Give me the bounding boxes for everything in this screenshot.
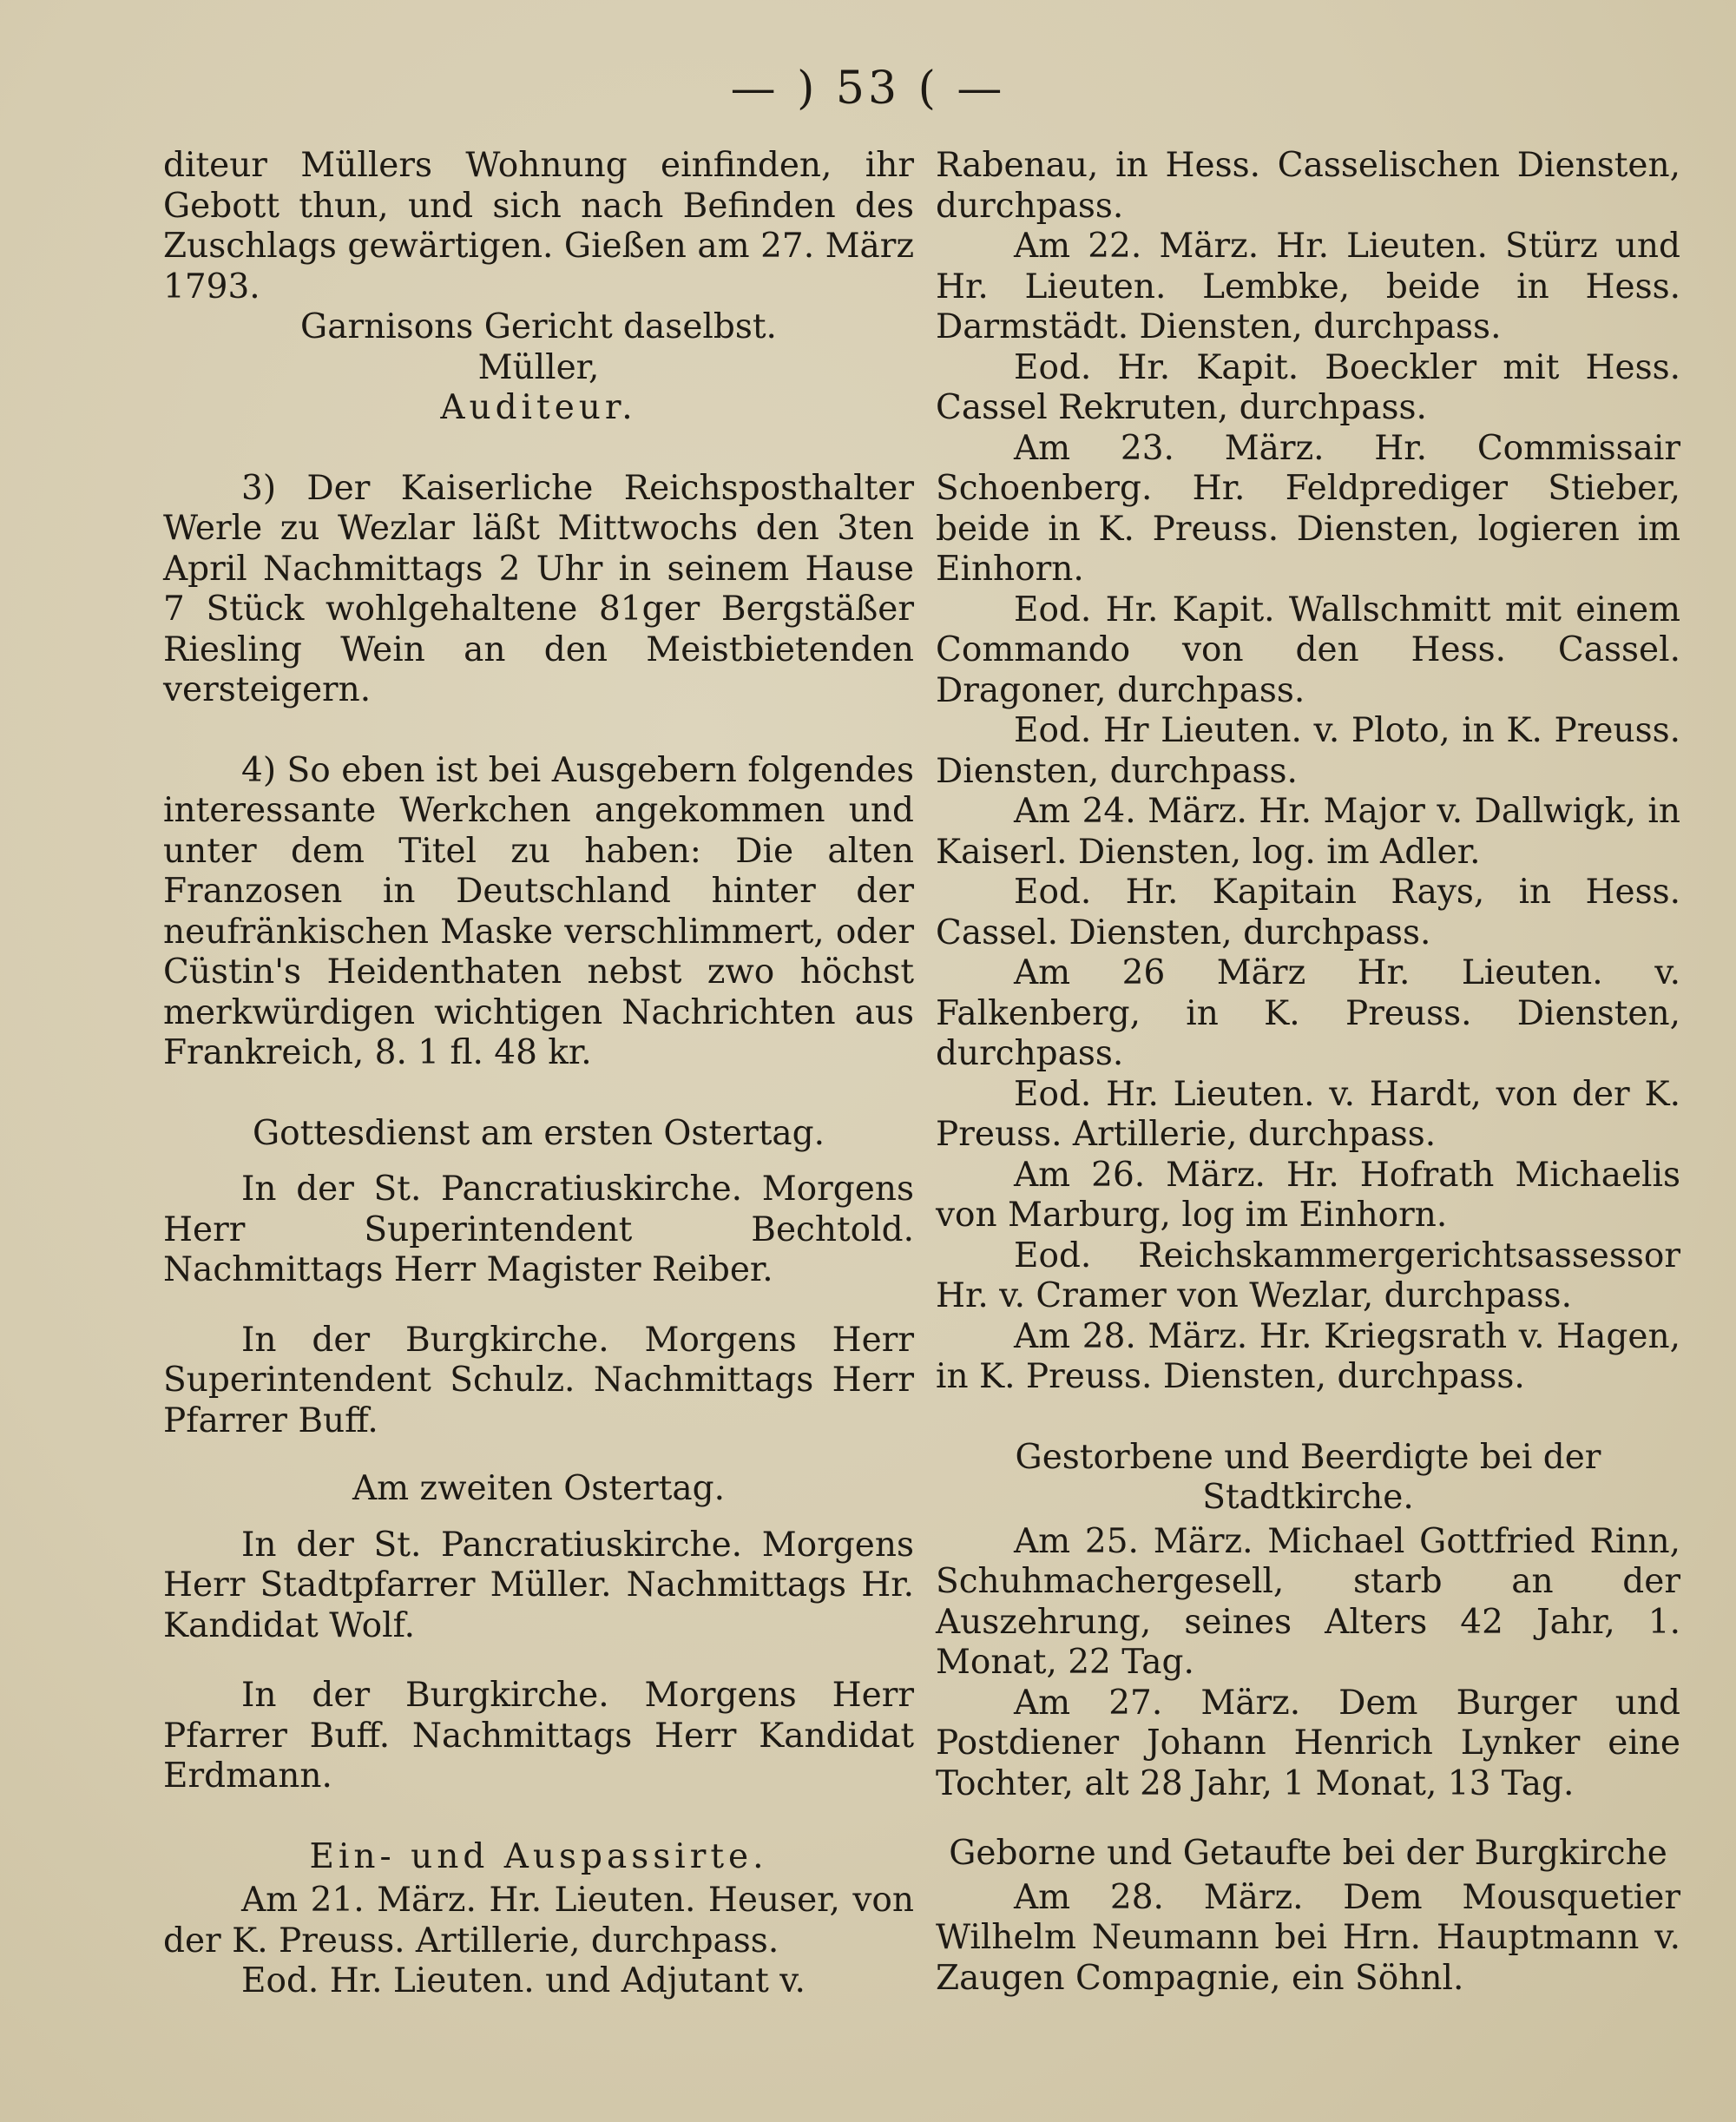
- heading-deceased: Gestorbene und Beerdigte bei der Stadtkirche.: [1015, 1437, 1601, 1517]
- traveller-entry: Eod. Hr. Kapit. Wallschmitt mit einem Commando von den Hess. Cassel. Dragoner, durchpass.: [936, 590, 1680, 710]
- page-number-header: — ) 53 ( —: [730, 63, 1006, 115]
- traveller-entry: Eod. Reichskammergerichtsassessor Hr. v. Cramer von Wezlar, durchpass.: [936, 1236, 1680, 1315]
- heading-easter-service: Gottesdienst am ersten Ostertag.: [252, 1113, 825, 1153]
- left-column: [163, 146, 914, 2002]
- notice-3-wine-auction: 3) Der Kaiserliche Reichsposthalter Werle zu Wezlar läßt Mittwochs den 3ten April Nachmittags 2 Uhr in seinem Hause 7 Stück wohlgehaltene 81ger Bergstäßer Riesling Wein an den Meistbietenden versteigern.: [163, 468, 914, 709]
- auction-notice-continued: diteur Müllers Wohnung einfinden, ihr Gebott thun, und sich nach Befinden des Zuschlags gewärtigen. Gießen am 27. März 1793.: [163, 146, 914, 306]
- traveller-entry: Eod. Hr. Kapit. Boeckler mit Hess. Cassel Rekruten, durchpass.: [936, 347, 1680, 427]
- heading-second-easter: Am zweiten Ostertag.: [352, 1469, 725, 1508]
- service-burgkirche-2: In der Burgkirche. Morgens Herr Pfarrer Buff. Nachmittags Herr Kandidat Erdmann.: [163, 1676, 914, 1796]
- traveller-entry: Rabenau, in Hess. Casselischen Diensten, durchpass.: [936, 146, 1680, 226]
- signature-garrison-court: Garnisons Gericht daselbst.: [300, 307, 777, 346]
- traveller-entry: Eod. Hr. Lieuten. und Adjutant v.: [241, 1961, 806, 2000]
- right-column: [936, 146, 1680, 1999]
- service-pancratius-1: In der St. Pancratiuskirche. Morgens Herr Superintendent Bechtold. Nachmittags Herr Magister Reiber.: [163, 1170, 914, 1289]
- death-record: Am 25. März. Michael Gottfried Rinn, Schuhmachergesell, starb an der Auszehrung, seines Alters 42 Jahr, 1. Monat, 22 Tag.: [936, 1521, 1680, 1682]
- traveller-entry: Am 26 März Hr. Lieuten. v. Falkenberg, in K. Preuss. Diensten, durchpass.: [936, 953, 1680, 1073]
- signature-name: Müller,: [477, 347, 600, 387]
- birth-record: Am 28. März. Dem Mousquetier Wilhelm Neumann bei Hrn. Hauptmann v. Zaugen Compagnie, ein Söhnl.: [936, 1877, 1680, 1998]
- heading-births: Geborne und Getaufte bei der Burgkirche: [949, 1834, 1667, 1873]
- traveller-entry: Am 26. März. Hr. Hofrath Michaelis von Marburg, log im Einhorn.: [936, 1155, 1680, 1235]
- traveller-entry: Am 28. März. Hr. Kriegsrath v. Hagen, in K. Preuss. Diensten, durchpass.: [936, 1316, 1680, 1396]
- traveller-entry: Am 24. März. Hr. Major v. Dallwigk, in Kaiserl. Diensten, log. im Adler.: [936, 792, 1680, 872]
- death-record: Am 27. März. Dem Burger und Postdiener Johann Henrich Lynker eine Tochter, alt 28 Jahr, 1 Monat, 13 Tag.: [936, 1683, 1680, 1803]
- traveller-entry: Eod. Hr. Lieuten. v. Hardt, von der K. Preuss. Artillerie, durchpass.: [936, 1074, 1680, 1154]
- signature-title: Auditeur.: [440, 388, 637, 427]
- heading-travellers: Ein- und Auspassirte.: [309, 1836, 768, 1876]
- service-pancratius-2: In der St. Pancratiuskirche. Morgens Herr Stadtpfarrer Müller. Nachmittags Hr. Kandidat Wolf.: [163, 1525, 914, 1645]
- service-burgkirche-1: In der Burgkirche. Morgens Herr Superintendent Schulz. Nachmittags Herr Pfarrer Buff.: [163, 1320, 914, 1440]
- traveller-entry: Am 23. März. Hr. Commissair Schoenberg. Hr. Feldprediger Stieber, beide in K. Preuss. Diensten, logieren im Einhorn.: [936, 428, 1680, 589]
- traveller-entry: Eod. Hr Lieuten. v. Ploto, in K. Preuss. Diensten, durchpass.: [936, 711, 1680, 791]
- traveller-entry: Am 21. März. Hr. Lieuten. Heuser, von der K. Preuss. Artillerie, durchpass.: [163, 1881, 914, 1961]
- traveller-entry: Am 22. März. Hr. Lieuten. Stürz und Hr. Lieuten. Lembke, beide in Hess. Darmstädt. Diensten, durchpass.: [936, 227, 1680, 346]
- traveller-entry: Eod. Hr. Kapitain Rays, in Hess. Cassel. Diensten, durchpass.: [936, 873, 1680, 952]
- notice-4-book: 4) So eben ist bei Ausgebern folgendes interessante Werkchen angekommen und unter dem Titel zu haben: Die alten Franzosen in Deutschland hinter der neufränkischen Maske verschlimmert, oder Cüstin's Heidenthaten nebst zwo höchst merkwürdigen wichtigen Nachrichten aus Frankreich, 8. 1 fl. 48 kr.: [163, 750, 914, 1072]
